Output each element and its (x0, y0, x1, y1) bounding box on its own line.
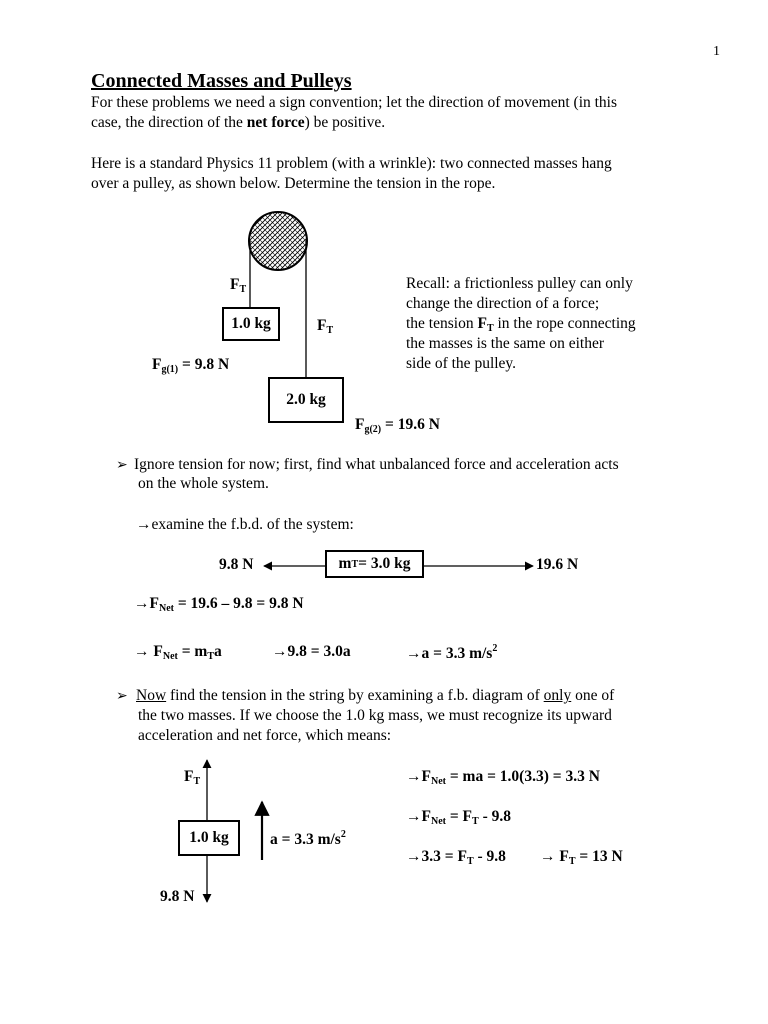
solution-equation-2: $\to F_{Net} = F_T - 9.8$ (406, 808, 511, 827)
system-left-force: 9.8 N (219, 556, 254, 573)
tension-label-left: $F_T$ (230, 276, 247, 295)
bullet2-line-3: acceleration and net force, which means: (138, 727, 392, 744)
newton-equation-2: →9.8 = 3.0a (272, 643, 351, 660)
gravity-force-1: $F_{g(1)} = 9.8$ N (152, 356, 230, 375)
recall-line-3: the tension $F_T$ in the rope connecting (406, 315, 636, 334)
net-force-equation: $\to F_{Net} = 19.6 - 9.8 = 9.8$ N (134, 595, 304, 614)
fbd-mass-box: 1.0 kg (178, 820, 240, 856)
arrow-icon: → (134, 595, 150, 612)
solution-equation-3: $\to 3.3 = F_T - 9.8$ (406, 848, 506, 867)
recall-line-5: side of the pulley. (406, 355, 517, 372)
system-mass-box: m T = 3.0 kg (325, 550, 424, 578)
fbd-acceleration-label: a = 3.3 $m/s^2$ (270, 829, 346, 848)
tension-result: → $F_T = 13$ N (540, 848, 623, 867)
solution-equation-1: $\to F_{Net}$ = ma = 1.0(3.3) = 3.3 N (406, 768, 600, 787)
intro-line-1: For these problems we need a sign convention; let the direction of movement (in this (91, 94, 618, 111)
intro-line-2: case, the direction of the net force) be positive. (91, 114, 386, 131)
fbd-weight-label: 9.8 N (160, 888, 195, 905)
fbd-system-step: →examine the f.b.d. of the system: (136, 516, 354, 533)
arrow-icon: → (540, 848, 556, 865)
bullet-icon-1: ➢ (116, 458, 128, 473)
pulley-wheel (249, 212, 307, 270)
mass-box-1kg: 1.0 kg (222, 307, 280, 341)
arrow-icon: → (406, 848, 422, 865)
mass-box-2kg: 2.0 kg (268, 377, 344, 423)
page-title: Connected Masses and Pulleys (91, 70, 352, 92)
problem-line-2: over a pulley, as shown below. Determine the tension in the rope. (91, 175, 496, 192)
problem-line-1: Here is a standard Physics 11 problem (with a wrinkle): two connected masses hang (91, 155, 612, 172)
bullet1-line-1: Ignore tension for now; first, find what unbalanced force and acceleration acts (134, 456, 619, 473)
recall-line-4: the masses is the same on either (406, 335, 605, 352)
fbd-tension-label: $F_T$ (184, 768, 201, 787)
recall-line-1: Recall: a frictionless pulley can only (406, 275, 633, 292)
arrow-icon: → (136, 516, 152, 533)
arrow-icon: → (406, 768, 422, 785)
recall-line-2: change the direction of a force; (406, 295, 600, 312)
gravity-force-2: $F_{g(2)} = 19.6$ N (355, 416, 440, 435)
system-right-force: 19.6 N (536, 556, 579, 573)
arrow-icon: → (406, 645, 422, 662)
acceleration-result: →a = 3.3 $m/s^2$ (406, 643, 498, 662)
bullet2-line-1: Now find the tension in the string by examining a f.b. diagram of only one of (136, 687, 615, 704)
net-force-term: net force (246, 114, 305, 131)
newton-equation-1: → $F_{Net} = m_Ta$ (134, 643, 222, 662)
bullet2-line-2: the two masses. If we choose the 1.0 kg mass, we must recognize its upward (138, 707, 612, 724)
arrow-icon: → (406, 808, 422, 825)
bullet1-line-2: on the whole system. (138, 475, 269, 492)
arrow-icon: → (272, 643, 288, 660)
bullet-icon-2: ➢ (116, 689, 128, 704)
page-number: 1 (713, 44, 720, 59)
arrow-icon: → (134, 643, 150, 660)
tension-label-right: $F_T$ (317, 317, 334, 336)
